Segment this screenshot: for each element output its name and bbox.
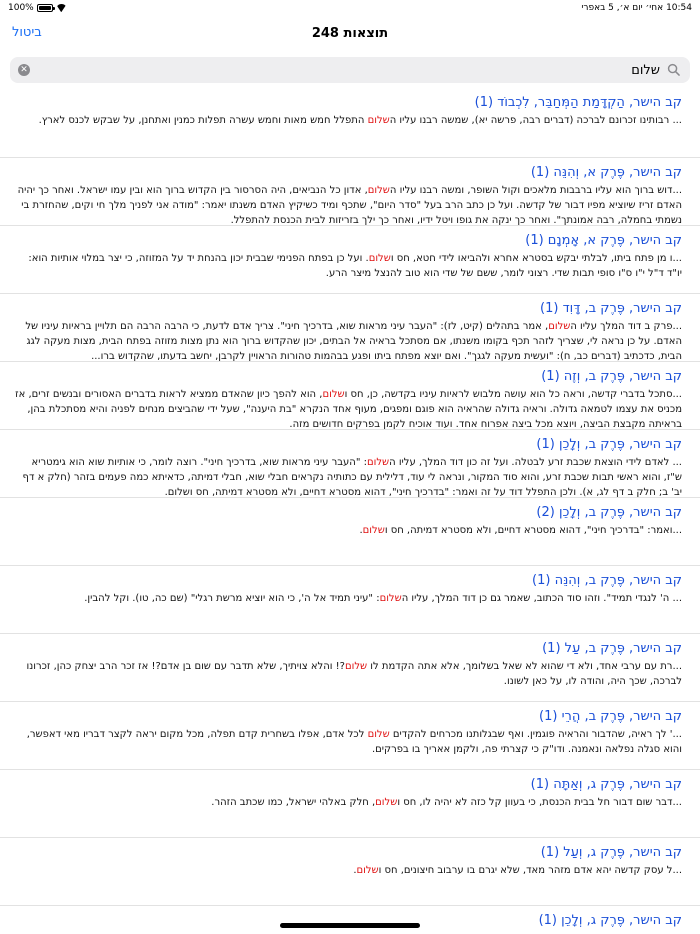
highlighted-term: שלום	[366, 457, 390, 468]
result-snippet: ...רת עם ערבי אחד, ולא די שהוא לא שאל בשלומך, אלא אתה הקדמת לו שלום?! והלא צויתיך, שלא תדבר עם שום בן אדם?! אז זכר הרב יצחק כהן, זכרונו לברכה, שכך היה, והודה לו, על כאן לשונו.	[26, 661, 682, 687]
highlighted-term: שלום	[368, 253, 391, 264]
search-bar[interactable]	[10, 57, 690, 83]
result-title[interactable]: קב הישר, פֶּרֶק ג, וְלָכֵן (1)	[538, 913, 682, 928]
result-title[interactable]: קב הישר, פֶּרֶק ב, וְלָכֵן (2)	[536, 505, 682, 520]
highlighted-term: שלום	[322, 389, 345, 400]
navigation-bar	[0, 16, 700, 54]
result-item[interactable]	[0, 634, 700, 702]
status-time: 10:54 אחי׳ יום א׳, 5 באפרי	[581, 3, 692, 13]
result-item[interactable]	[0, 294, 700, 362]
result-item[interactable]	[0, 158, 700, 226]
highlighted-term: שלום	[367, 185, 390, 196]
status-bar	[0, 0, 700, 16]
result-snippet: ...סתכל בדברי קדשה, וראה כל הוא עושה מלבוש לראיות עיניו בקדשה, כן, חס ושלום, הוא להפך כיון שהאדם ממציא לראות בדברים האסורים ובנשים זרים, אז מכניס את עצמו לטמאה גדולה. וראיה גדולה שהראיה הוא פוגם ומפגים, מעוף אחד הנקרא "בת היענה", שעל ידי שהביצים מנחים לפניה והיא מסתכלת בהן, בראיתה מקבצת הביצה, ויוצא מכל ביצה אפרוח אחד. ועוד אוכיח לקמן בפרקים חדושים מזה.	[15, 389, 682, 430]
result-snippet: ...דוש ברוך הוא עליו ברבבות מלאכים וקול השופר, ומשה רבנו עליו השלום, אדון כל הנביאים, היה הסרסור בין הקדוש ברוך הוא ובין עמו ישראל. ואחר כך יהיה האדם זריז שיוציא מפיו דבור של קדשה. ועל כן כתב הרב בעל "סדר היום", שתכף ומיד כשיקיץ האדם משנתו יאמר: "מודה אני לפניך מלך חי וקים, שהחזרת בי נשמתי בחמלה, רבה אמונתך". ואחר כך ינקה את גופו ויטל ידיו, ואחר כך ילך בזריזות לבית הכנסת להתפלל.	[17, 185, 682, 226]
result-title[interactable]: קב הישר, הַקְדָּמַת הַמְּחַבֵּר, לִכְבוֹד (1)	[474, 95, 682, 110]
highlighted-term: שלום	[356, 865, 379, 876]
result-snippet: ... לאדם לידי הוצאת שכבת זרע לבטלה. ועל זה כון דוד המלך, עליו השלום: "העבר עיני מראות שוא, בדרכיך חיני". רוצה לומר, כי אותיות שוא הוא גימטריא ש"ז, והוא ראשי תבות שכבת זרע, והוא סוד המקור, ונראה לי עוד, דלילית עם כתותיה נקראים חבלי שוא, חבלי דמיתה, כדאיתא כמה פעמים בזהר (חלק א דף יב' ב; חלק ב דף לג, א). ולכן התפלל דוד על זה ואמר: "בדרכיך חיני", דהוא מסטרא דחיים, ולא מסטרא דמיתה, חס ושלום.	[22, 457, 682, 498]
result-snippet: ...ו מן פתח ביתו, לבלתי יבקש בסטרא אחרא ולהביאו לידי חטא, חס ושלום. ועל כן בפתח הפנימי שבבית יכון בהנחת יד על המזוזה, כי יצר במלוי אותיות הוא: יו"ד ד"ל י"ו ס"ו סופי תבות שדי. רצוני לומר, ששם של שדי הוא טוב להנצל מיצר הרע.	[28, 253, 682, 279]
result-item[interactable]	[0, 226, 700, 294]
result-title[interactable]: קב הישר, פֶּרֶק ב, וְלָכֵן (1)	[536, 437, 682, 452]
result-item[interactable]	[0, 498, 700, 566]
result-item[interactable]	[0, 906, 700, 934]
home-indicator[interactable]	[280, 923, 420, 928]
result-snippet: ...דבר שום דבור חל בבית הכנסת, כי בעוון קל כזה לא יהיה לו, חס ושלום, חלק באלהי ישראל, כמו שכתב הזהר.	[211, 797, 682, 808]
cancel-button[interactable]: ביטול	[12, 25, 42, 40]
result-title[interactable]: קב הישר, פֶּרֶק ב, דָּוִד (1)	[540, 301, 682, 316]
highlighted-term: שלום	[379, 593, 402, 604]
result-title[interactable]: קב הישר, פֶּרֶק ב, וְזֶה (1)	[541, 369, 682, 384]
result-title[interactable]: קב הישר, פֶּרֶק ג, וְאַתָּה (1)	[530, 777, 682, 792]
battery-icon	[37, 4, 53, 12]
result-snippet: ...' לך ראיה, שהדבור והראיה פוגמין. ואף שבגלותנו מכרחים להקדים שלום לכל אדם, אפלו בשחרית קדם תפלה, מכל מקום יראה לקצר דבריו מאי דאפשר, והוא סגלה נפלאה ונאמנה. ודו"ק כי קצרתי פה, ולקמן אאריך בו בפרקים.	[26, 729, 682, 755]
battery-percent: 100%	[8, 3, 34, 13]
result-item[interactable]	[0, 702, 700, 770]
result-snippet: ...פרק ב דוד המלך עליו השלום, אמר בתהלים (קיט, לז): "העבר עיני מראות שוא, בדרכיך חיני". צריך אדם לדעת, כי הרבה הרבה הם תלויין בראיות עיניו של האדם. על כן נראה לי, שצריך לזהר תכף בקומו משנתו, אם מסתכל בראיה אל הבתים, יכון שהקדוש ברוך הוא נתן מצות מזוזה בפתח הבית, מצות מעקה לגג הבית, כדכתיב (דברים כב, ח): "ועשית מעקה לגגך". ואם יוצא מפתח ביתו ופגע בבהמות טהורות הראויין לקרבן, יחשב בדעתו, שהקדוש ברו...	[25, 321, 682, 362]
result-item[interactable]	[0, 770, 700, 838]
result-title[interactable]: קב הישר, פֶּרֶק ב, עַל (1)	[542, 641, 682, 656]
highlighted-term: שלום	[367, 115, 390, 126]
result-item[interactable]	[0, 362, 700, 430]
result-title[interactable]: קב הישר, פֶּרֶק ב, הֲרֵי (1)	[539, 709, 682, 724]
results-list[interactable]	[0, 88, 700, 934]
results-count-title: 248 תוצאות	[311, 26, 389, 41]
highlighted-term: שלום	[375, 797, 398, 808]
result-item[interactable]	[0, 430, 700, 498]
search-icon	[667, 63, 680, 76]
result-snippet: ...ואמר: "בדרכיך חיני", דהוא מסטרא דחיים, ולא מסטרא דמיתה, חס ושלום.	[359, 525, 682, 536]
result-snippet: ... ה' לנגדי תמיד". וזהו סוד הכתוב, שאמר גם כן דוד המלך, עליו השלום: "עיני תמיד אל ה', כי הוא יוציא מרשת רגלי" (שם כה, טו). וקל להבין.	[84, 593, 682, 604]
status-left	[8, 3, 67, 13]
wifi-icon	[56, 4, 67, 12]
highlighted-term: שלום	[344, 661, 368, 672]
search-input[interactable]	[60, 60, 660, 80]
clear-search-icon[interactable]: ✕	[18, 64, 30, 76]
result-title[interactable]: קב הישר, פֶּרֶק א, אָמְנָם (1)	[525, 233, 682, 248]
result-snippet: ... רבותינו זכרונם לברכה (דברים רבה, פרשה יא), שמשה רבנו עליו השלום התפלל חמש מאות וחמש עשרה תפלות כמנין ואתחנן, על שבקש לכנס לארץ.	[38, 115, 682, 126]
result-item[interactable]	[0, 566, 700, 634]
result-item[interactable]	[0, 88, 700, 158]
highlighted-term: שלום	[548, 321, 571, 332]
result-title[interactable]: קב הישר, פֶּרֶק ב, וְהִנֵּה (1)	[532, 573, 682, 588]
result-title[interactable]: קב הישר, פֶּרֶק א, וְהִנֵּה (1)	[530, 165, 682, 180]
highlighted-term: שלום	[367, 729, 390, 740]
result-title[interactable]: קב הישר, פֶּרֶק ג, וְעַל (1)	[540, 845, 682, 860]
result-item[interactable]	[0, 838, 700, 906]
highlighted-term: שלום	[362, 525, 385, 536]
result-snippet: ...ל עסק קדשה יהא אדם מזהר מאד, שלא יגרם בו ערבוב חיצונים, חס ושלום.	[353, 865, 682, 876]
